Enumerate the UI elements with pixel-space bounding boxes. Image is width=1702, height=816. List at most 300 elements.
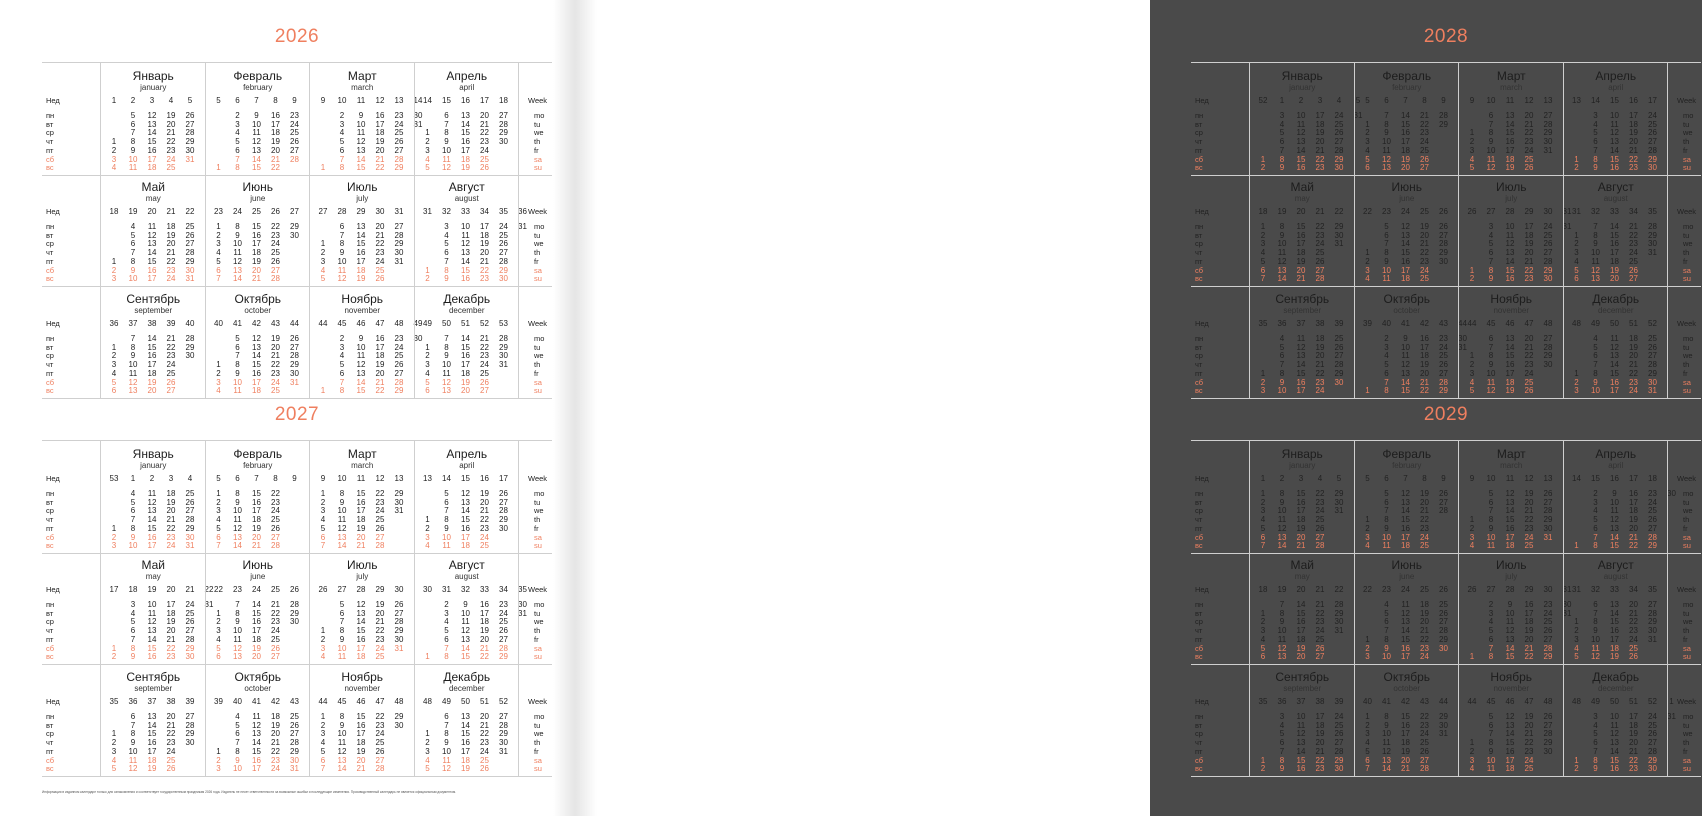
day-cell: 23 bbox=[1524, 523, 1534, 533]
weekday-label-en: tu bbox=[1683, 608, 1690, 618]
day-cell: 14 bbox=[233, 541, 242, 551]
day-cell: 19 bbox=[166, 230, 176, 240]
month-band bbox=[42, 440, 552, 554]
day-cell: 24 bbox=[1420, 265, 1429, 275]
day-cell: 17 bbox=[1524, 222, 1534, 231]
month-february bbox=[205, 441, 311, 553]
day-cell: 29 bbox=[1648, 368, 1657, 378]
day-cell: 21 bbox=[1629, 608, 1638, 618]
day-cell: 27 bbox=[1315, 265, 1325, 275]
day-cell: 5 bbox=[111, 377, 117, 387]
day-cell: 18 bbox=[271, 712, 280, 721]
week-number: 5 bbox=[1365, 96, 1370, 105]
day-cell: 22 bbox=[1524, 351, 1534, 361]
weekday-label-en: tu bbox=[1683, 342, 1690, 352]
day-cell: 14 bbox=[147, 720, 157, 730]
day-cell: 2 bbox=[111, 265, 117, 275]
week-number: 6 bbox=[235, 96, 240, 105]
month-december bbox=[1563, 664, 1676, 776]
day-cell: 17 bbox=[1629, 111, 1638, 120]
day-cell: 20 bbox=[1610, 274, 1619, 284]
day-cell: 21 bbox=[1524, 256, 1534, 266]
day-cell: 12 bbox=[147, 111, 157, 120]
month-name-en: january bbox=[140, 83, 167, 92]
day-cell: 18 bbox=[375, 128, 385, 138]
weekday-label: вс bbox=[1195, 764, 1203, 774]
week-number: 29 bbox=[1524, 207, 1534, 216]
week-number: 19 bbox=[128, 207, 138, 216]
weekday-label: чт bbox=[46, 137, 54, 147]
day-cell: 17 bbox=[375, 342, 385, 352]
day-cell: 23 bbox=[1629, 626, 1638, 636]
day-cell: 16 bbox=[1505, 137, 1515, 147]
day-cell: 10 bbox=[233, 764, 242, 774]
weekday-labels bbox=[1191, 664, 1249, 776]
day-cell: 14 bbox=[461, 720, 470, 730]
day-cell: 29 bbox=[1439, 634, 1448, 644]
day-cell: 24 bbox=[480, 746, 489, 756]
day-cell: 4 bbox=[1488, 617, 1494, 627]
day-cell: 23 bbox=[166, 738, 176, 748]
day-cell: 31 bbox=[1648, 386, 1657, 396]
day-cell: 23 bbox=[1315, 163, 1325, 173]
week-number: 9 bbox=[320, 474, 326, 483]
weekday-label-en: fr bbox=[534, 634, 539, 644]
day-cell: 15 bbox=[356, 386, 366, 396]
day-cell: 15 bbox=[1296, 368, 1306, 378]
day-cell: 4 bbox=[216, 515, 221, 525]
day-cell: 18 bbox=[1315, 720, 1325, 730]
day-cell: 6 bbox=[1260, 652, 1266, 662]
weekday-label: сб bbox=[46, 154, 55, 164]
week-number: 34 bbox=[480, 207, 489, 216]
month-name-en: december bbox=[1597, 306, 1634, 315]
day-cell: 16 bbox=[1610, 239, 1619, 249]
day-cell: 6 bbox=[444, 712, 449, 721]
day-cell: 7 bbox=[444, 334, 449, 343]
day-cell: 30 bbox=[1334, 163, 1344, 173]
day-cell: 16 bbox=[252, 368, 261, 378]
week-number: 49 bbox=[1591, 319, 1600, 328]
day-cell: 11 bbox=[461, 617, 470, 627]
day-cell: 24 bbox=[271, 239, 280, 249]
week-number: 27 bbox=[290, 207, 299, 216]
weekday-label-en: th bbox=[1683, 738, 1690, 748]
day-cell: 14 bbox=[1382, 764, 1391, 774]
day-cell: 19 bbox=[147, 764, 157, 774]
week-number: 45 bbox=[337, 697, 347, 706]
day-cell: 11 bbox=[1610, 334, 1619, 343]
day-cell: 26 bbox=[1334, 128, 1344, 138]
day-cell: 6 bbox=[1593, 738, 1598, 748]
weekday-labels bbox=[42, 441, 100, 553]
month-name-ru: Апрель bbox=[1595, 69, 1637, 83]
month-name-en: january bbox=[1289, 461, 1316, 470]
day-cell: 30 bbox=[1439, 720, 1448, 730]
day-cell: 2 bbox=[339, 111, 345, 120]
day-cell: 2 bbox=[1365, 643, 1370, 653]
day-cell: 10 bbox=[442, 145, 451, 155]
month-name-en: may bbox=[1294, 572, 1310, 581]
day-cell: 11 bbox=[1296, 334, 1306, 343]
day-cell: 5 bbox=[339, 137, 345, 147]
weekday-label: сб bbox=[1195, 265, 1204, 275]
day-cell: 2 bbox=[1488, 600, 1494, 609]
week-number: 34 bbox=[1629, 585, 1638, 594]
day-cell: 4 bbox=[425, 368, 430, 378]
day-cell: 6 bbox=[1593, 137, 1598, 147]
day-cell: 11 bbox=[1610, 119, 1619, 129]
day-cell: 26 bbox=[1334, 729, 1344, 739]
weekday-label: пн bbox=[1195, 111, 1204, 120]
day-cell: 24 bbox=[1334, 712, 1344, 721]
month-december bbox=[414, 664, 520, 776]
month-name-en: december bbox=[448, 684, 485, 693]
day-cell: 21 bbox=[271, 154, 280, 164]
day-cell: 22 bbox=[1629, 617, 1638, 627]
day-cell: 25 bbox=[480, 154, 489, 164]
day-cell: 23 bbox=[480, 523, 489, 533]
month-april bbox=[414, 441, 520, 553]
day-cell: 23 bbox=[166, 145, 176, 155]
weekday-label: вт bbox=[1195, 342, 1203, 352]
week-column bbox=[518, 664, 553, 776]
day-cell: 28 bbox=[290, 154, 299, 164]
day-cell: 26 bbox=[1439, 360, 1448, 370]
week-number: 12 bbox=[1524, 474, 1534, 483]
weekday-label-en: tu bbox=[534, 608, 541, 618]
day-cell: 28 bbox=[394, 617, 404, 627]
day-cell: 11 bbox=[128, 163, 138, 173]
day-cell: 2 bbox=[1260, 764, 1266, 774]
weekday-label-en: fr bbox=[1683, 746, 1688, 756]
day-cell: 19 bbox=[1524, 712, 1534, 721]
day-cell: 14 bbox=[1401, 111, 1410, 120]
day-cell: 28 bbox=[394, 154, 404, 164]
month-name-ru: Сентябрь bbox=[126, 670, 181, 684]
month-name-ru: Июнь bbox=[242, 558, 273, 572]
day-cell: 17 bbox=[1505, 368, 1515, 378]
week-label: Week bbox=[1677, 474, 1697, 483]
day-cell: 22 bbox=[375, 163, 385, 173]
week-number: 51 bbox=[480, 697, 489, 706]
day-cell: 27 bbox=[499, 634, 508, 644]
day-cell: 15 bbox=[356, 626, 366, 636]
month-december bbox=[1563, 286, 1669, 398]
month-name-ru: Июль bbox=[346, 180, 378, 194]
day-cell: 18 bbox=[1610, 256, 1619, 266]
day-cell: 18 bbox=[1629, 720, 1638, 730]
day-cell: 15 bbox=[356, 239, 366, 249]
week-number: 49 bbox=[442, 697, 451, 706]
day-cell: 30 bbox=[499, 738, 508, 748]
week-number: 4 bbox=[168, 96, 174, 105]
day-cell: 9 bbox=[1488, 746, 1494, 756]
day-cell: 4 bbox=[339, 128, 345, 138]
day-cell: 2 bbox=[425, 274, 430, 284]
day-cell: 10 bbox=[1486, 368, 1496, 378]
week-number: 32 bbox=[1591, 585, 1600, 594]
weekday-label: пт bbox=[46, 256, 54, 266]
day-cell: 20 bbox=[252, 652, 261, 662]
day-cell: 24 bbox=[394, 342, 404, 352]
day-cell: 26 bbox=[394, 360, 404, 370]
day-cell: 22 bbox=[1420, 515, 1429, 525]
week-number: 43 bbox=[290, 697, 299, 706]
day-cell: 11 bbox=[1610, 720, 1619, 730]
day-cell: 16 bbox=[1401, 256, 1410, 266]
day-cell: 15 bbox=[147, 137, 157, 147]
week-number: 1 bbox=[1279, 96, 1285, 105]
weekday-label-en: mo bbox=[534, 111, 545, 120]
month-band bbox=[42, 286, 552, 399]
day-cell: 14 bbox=[252, 600, 261, 609]
day-cell: 7 bbox=[444, 506, 449, 516]
weekday-label-en: fr bbox=[1683, 256, 1688, 266]
day-cell: 7 bbox=[130, 248, 136, 258]
day-cell: 10 bbox=[1277, 506, 1287, 516]
weekday-label: ср bbox=[46, 729, 54, 739]
weekday-label: вс bbox=[46, 541, 54, 551]
day-cell: 11 bbox=[337, 515, 347, 525]
day-cell: 30 bbox=[1648, 163, 1657, 173]
day-cell: 1 bbox=[216, 746, 221, 756]
day-cell: 21 bbox=[480, 720, 489, 730]
day-cell: 29 bbox=[1439, 712, 1448, 721]
day-cell: 18 bbox=[252, 386, 261, 396]
day-cell: 13 bbox=[1505, 720, 1515, 730]
month-january bbox=[1249, 63, 1363, 175]
day-cell: 26 bbox=[1524, 163, 1534, 173]
day-cell: 7 bbox=[1384, 111, 1389, 120]
day-cell: 1 bbox=[216, 608, 221, 618]
day-cell: 15 bbox=[252, 163, 261, 173]
day-cell: 7 bbox=[1593, 746, 1598, 756]
day-cell: 10 bbox=[1382, 265, 1391, 275]
month-name-ru: Май bbox=[141, 558, 165, 572]
day-cell: 26 bbox=[1315, 523, 1325, 533]
day-cell: 3 bbox=[1593, 712, 1598, 721]
day-cell: 15 bbox=[1610, 755, 1619, 765]
day-cell: 22 bbox=[480, 265, 489, 275]
day-cell: 19 bbox=[480, 239, 489, 249]
day-cell: 22 bbox=[1315, 154, 1325, 164]
day-cell: 2 bbox=[111, 351, 117, 361]
week-number: 29 bbox=[356, 207, 366, 216]
day-cell: 13 bbox=[1296, 738, 1306, 748]
day-cell: 5 bbox=[1384, 360, 1389, 370]
day-cell: 7 bbox=[1279, 360, 1285, 370]
day-cell: 15 bbox=[147, 729, 157, 739]
day-cell: 5 bbox=[1260, 523, 1266, 533]
weekday-label: пн bbox=[1195, 600, 1204, 609]
month-name-en: april bbox=[459, 83, 475, 92]
day-cell: 25 bbox=[271, 386, 280, 396]
day-cell: 16 bbox=[356, 720, 366, 730]
day-cell: 7 bbox=[1593, 222, 1598, 231]
day-cell: 9 bbox=[444, 523, 449, 533]
day-cell: 25 bbox=[290, 712, 299, 721]
day-cell: 6 bbox=[1488, 634, 1494, 644]
day-cell: 12 bbox=[1610, 128, 1619, 138]
week-number: 18 bbox=[128, 585, 138, 594]
day-cell: 2 bbox=[216, 230, 221, 240]
day-cell: 5 bbox=[235, 334, 240, 343]
day-cell: 9 bbox=[358, 334, 364, 343]
weekday-label: вс bbox=[46, 652, 54, 662]
day-cell: 29 bbox=[1543, 738, 1553, 748]
week-number: 18 bbox=[1258, 207, 1268, 216]
day-cell: 5 bbox=[216, 643, 221, 653]
day-cell: 22 bbox=[1524, 128, 1534, 138]
week-number: 45 bbox=[1486, 319, 1496, 328]
week-number: 15 bbox=[461, 474, 470, 483]
month-name-ru: Август bbox=[1597, 558, 1634, 572]
week-number: 5 bbox=[1355, 96, 1361, 105]
week-column bbox=[1667, 174, 1702, 286]
day-cell: 14 bbox=[1505, 256, 1515, 266]
week-number: 48 bbox=[1572, 319, 1581, 328]
day-cell: 15 bbox=[1401, 515, 1410, 525]
day-cell: 10 bbox=[1591, 634, 1600, 644]
weekday-labels bbox=[1191, 174, 1249, 286]
day-cell: 20 bbox=[166, 506, 176, 516]
day-cell: 10 bbox=[147, 600, 157, 609]
day-cell: 22 bbox=[166, 643, 176, 653]
day-cell: 6 bbox=[444, 634, 449, 644]
weekday-label-en: tu bbox=[1683, 497, 1690, 507]
day-cell: 25 bbox=[1648, 720, 1657, 730]
day-cell: 29 bbox=[394, 712, 404, 721]
weekday-labels bbox=[1191, 552, 1249, 664]
day-cell: 27 bbox=[1334, 137, 1344, 147]
day-cell: 20 bbox=[1401, 755, 1410, 765]
week-number: 35 bbox=[1648, 207, 1657, 216]
day-cell: 17 bbox=[1505, 532, 1515, 542]
day-cell: 22 bbox=[166, 729, 176, 739]
weekday-label-en: su bbox=[1683, 274, 1691, 284]
week-number-label: Нед bbox=[46, 585, 60, 594]
day-cell: 20 bbox=[480, 634, 489, 644]
month-february bbox=[205, 63, 311, 175]
day-cell: 19 bbox=[1524, 239, 1534, 249]
week-number: 10 bbox=[1486, 96, 1496, 105]
day-cell: 5 bbox=[1279, 128, 1285, 138]
day-cell: 28 bbox=[1334, 746, 1344, 756]
day-cell: 26 bbox=[1648, 128, 1657, 138]
day-cell: 17 bbox=[356, 643, 366, 653]
day-cell: 2 bbox=[425, 738, 430, 748]
day-cell: 18 bbox=[1420, 351, 1429, 361]
week-number: 3 bbox=[149, 96, 155, 105]
day-cell: 15 bbox=[147, 342, 157, 352]
day-cell: 15 bbox=[252, 360, 261, 370]
day-cell: 24 bbox=[1524, 532, 1534, 542]
day-cell: 12 bbox=[252, 720, 261, 730]
day-cell: 27 bbox=[1648, 137, 1657, 147]
day-cell: 4 bbox=[444, 617, 449, 627]
week-number: 9 bbox=[292, 474, 297, 483]
day-cell: 16 bbox=[356, 634, 366, 644]
day-cell: 25 bbox=[375, 515, 385, 525]
day-cell: 2 bbox=[1574, 626, 1579, 636]
day-cell: 28 bbox=[1543, 342, 1553, 352]
day-cell: 18 bbox=[1629, 334, 1638, 343]
week-number: 21 bbox=[185, 585, 195, 594]
month-october bbox=[205, 286, 311, 398]
day-cell: 8 bbox=[444, 729, 449, 739]
day-cell: 18 bbox=[1420, 600, 1429, 609]
day-cell: 12 bbox=[337, 274, 347, 284]
day-cell: 22 bbox=[1315, 489, 1325, 498]
day-cell: 27 bbox=[185, 239, 195, 249]
day-cell: 6 bbox=[1260, 532, 1266, 542]
day-cell: 3 bbox=[1260, 239, 1266, 249]
day-cell: 20 bbox=[1629, 738, 1638, 748]
day-cell: 11 bbox=[337, 738, 347, 748]
day-cell: 10 bbox=[461, 222, 470, 231]
day-cell: 6 bbox=[1488, 111, 1494, 120]
weekday-label-en: sa bbox=[534, 643, 542, 653]
day-cell: 21 bbox=[480, 256, 489, 266]
day-cell: 5 bbox=[130, 617, 136, 627]
day-cell: 19 bbox=[1296, 523, 1306, 533]
day-cell: 18 bbox=[356, 652, 366, 662]
week-number: 29 bbox=[1524, 585, 1534, 594]
day-cell: 7 bbox=[339, 377, 345, 387]
day-cell: 22 bbox=[375, 712, 385, 721]
week-number: 49 bbox=[423, 319, 432, 328]
day-cell: 8 bbox=[339, 489, 345, 498]
weekday-label: чт bbox=[46, 248, 54, 258]
weekday-label-en: th bbox=[534, 515, 541, 525]
week-number: 48 bbox=[394, 697, 404, 706]
month-november bbox=[309, 664, 415, 776]
day-cell: 16 bbox=[147, 532, 157, 542]
week-number: 4 bbox=[1336, 96, 1342, 105]
day-cell: 20 bbox=[1629, 137, 1638, 147]
day-cell: 17 bbox=[1401, 729, 1410, 739]
day-cell: 19 bbox=[1420, 360, 1429, 370]
week-number: 52 bbox=[499, 697, 508, 706]
day-cell: 6 bbox=[235, 729, 240, 739]
day-cell: 18 bbox=[461, 368, 470, 378]
week-number: 9 bbox=[1441, 96, 1446, 105]
weekday-label-en: fr bbox=[534, 746, 539, 756]
month-name-ru: Декабрь bbox=[1592, 292, 1640, 306]
day-cell: 31 bbox=[1353, 111, 1363, 120]
month-name-ru: Октябрь bbox=[234, 670, 281, 684]
day-cell: 9 bbox=[235, 497, 240, 507]
day-cell: 17 bbox=[271, 119, 280, 129]
week-number: 14 bbox=[442, 474, 451, 483]
day-cell: 18 bbox=[375, 351, 385, 361]
weekday-label: пт bbox=[46, 145, 54, 155]
day-cell: 6 bbox=[216, 652, 221, 662]
weekday-label: чт bbox=[1195, 360, 1203, 370]
weekday-label: пт bbox=[1195, 746, 1203, 756]
day-cell: 10 bbox=[1401, 342, 1410, 352]
day-cell: 13 bbox=[147, 239, 157, 249]
day-cell: 11 bbox=[1382, 541, 1391, 551]
day-cell: 4 bbox=[1574, 643, 1579, 653]
day-cell: 23 bbox=[480, 274, 489, 284]
day-cell: 25 bbox=[1420, 274, 1429, 284]
day-cell: 31 bbox=[394, 256, 404, 266]
day-cell: 5 bbox=[1574, 652, 1579, 662]
weekday-labels bbox=[42, 286, 100, 398]
week-number: 37 bbox=[1296, 319, 1306, 328]
